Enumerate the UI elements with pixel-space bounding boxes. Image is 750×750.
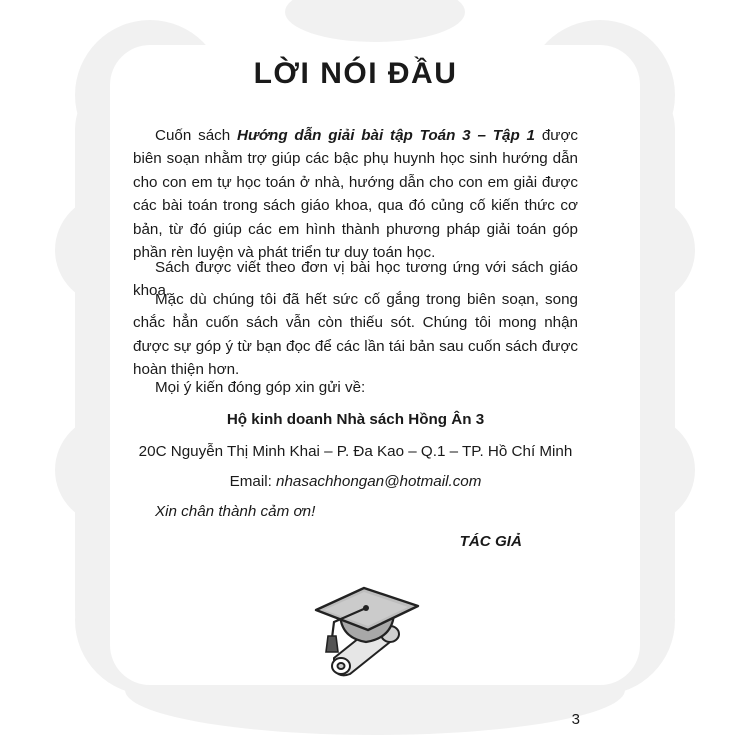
paragraph-intro-suffix: được biên soạn nhằm trợ giúp các bậc phụ huynh học sinh hướng dẫn cho con em tự học toán ở nhà, hướng dẫn cho con em giải được các bài toán trong sách giáo khoa, qua đó củng cố kiến thức cơ bản, từ đó giúp các em hình thành phương pháp giải toán góp phần rèn luyện và phát triển tư duy toán học. — [133, 127, 578, 262]
paragraph-intro — [133, 124, 578, 264]
contact-company: Hộ kinh doanh Nhà sách Hồng Ân 3 — [226, 411, 485, 428]
contact-intro: Mọi ý kiến đóng góp xin gửi về: — [155, 379, 366, 396]
email-label: Email: — [229, 473, 277, 490]
paragraph-feedback: Mặc dù chúng tôi đã hết sức cố gắng trong biên soạn, song chắc hẳn cuốn sách vẫn còn thiếu sót. Chúng tôi mong nhận được sự góp ý từ bạn đọc để các lần tái bản sau cuốn sách được hoàn thiện hơn. — [133, 291, 578, 379]
paragraph-structure: Sách được viết theo đơn vị bài học tương ứng với sách giáo khoa. — [133, 259, 578, 300]
page-title: LỜI NÓI ĐẦU — [253, 57, 458, 90]
contact-email — [133, 470, 578, 493]
thanks-line: Xin chân thành cảm ơn! — [155, 503, 316, 520]
book-title: Hướng dẫn giải bài tập Toán 3 – Tập 1 — [237, 127, 535, 144]
email-address: nhasachhongan@hotmail.com — [276, 473, 482, 490]
graduation-cap-diploma-icon — [312, 580, 422, 680]
paragraph-intro-prefix: Cuốn sách — [155, 127, 238, 144]
contact-address: 20C Nguyễn Thị Minh Khai – P. Đa Kao – Q.1 – TP. Hồ Chí Minh — [138, 443, 573, 460]
page-number: 3 — [571, 711, 580, 728]
author-signature: TÁC GIẢ — [459, 533, 522, 550]
